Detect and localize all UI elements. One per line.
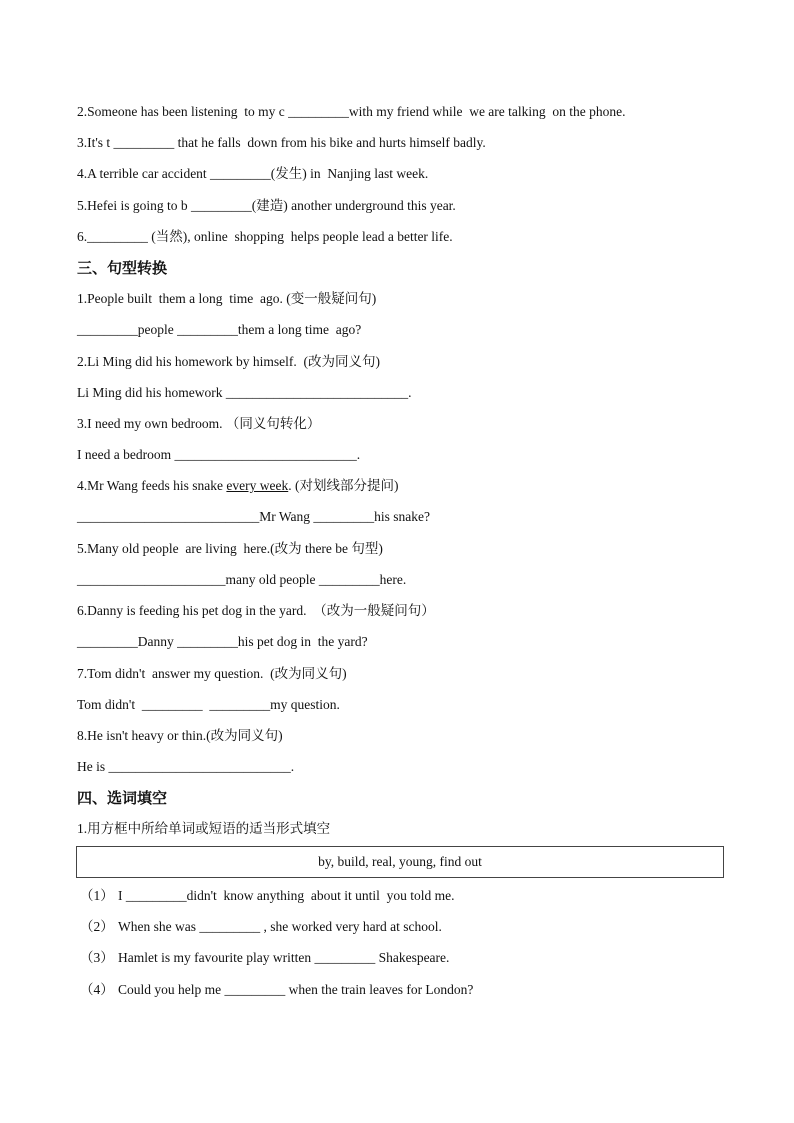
item-text: Hamlet is my favourite play written _________ Shakespeare. <box>118 950 450 965</box>
transform-question-1: 1.People built them a long time ago. (变一般疑问句) <box>77 291 377 306</box>
question-3-fill-in: 3.It's t _________ that he falls down from his bike and hurts himself badly. <box>77 135 486 150</box>
question-2-fill-in: 2.Someone has been listening to my c _________with my friend while we are talking on the phone. <box>77 104 626 119</box>
transform-answer-6: _________Danny _________his pet dog in the yard? <box>77 634 368 649</box>
transform-question-7: 7.Tom didn't answer my question. (改为同义句) <box>77 666 347 681</box>
word-fill-item-1 <box>80 886 734 906</box>
word-bank-box: by, build, real, young, find out <box>76 846 724 878</box>
word-fill-item-4 <box>80 980 734 1000</box>
transform-question-5: 5.Many old people are living here.(改为 there be 句型) <box>77 541 383 556</box>
transform-answer-3: I need a bedroom ___________________________. <box>77 447 361 462</box>
transform-question-3: 3.I need my own bedroom. （同义句转化） <box>77 416 321 431</box>
underlined-phrase: every week <box>226 478 289 493</box>
question-4-prefix: 4.Mr Wang feeds his snake <box>77 478 227 493</box>
item-text: Could you help me _________ when the train leaves for London? <box>118 982 474 997</box>
section-3-heading: 三、句型转换 <box>77 259 168 277</box>
question-5-fill-in: 5.Hefei is going to b _________(建造) another underground this year. <box>77 198 456 213</box>
section-4-instruction: 1.用方框中所给单词或短语的适当形式填空 <box>77 821 331 836</box>
item-text: When she was _________ , she worked very hard at school. <box>118 919 442 934</box>
transform-answer-1: _________people _________them a long time ago? <box>77 322 362 337</box>
item-text: I _________didn't know anything about it until you told me. <box>118 888 455 903</box>
transform-question-2: 2.Li Ming did his homework by himself. (改为同义句) <box>77 354 380 369</box>
transform-question-4 <box>77 476 734 496</box>
question-4-fill-in: 4.A terrible car accident _________(发生) in Nanjing last week. <box>77 166 429 181</box>
item-number: （1） <box>80 888 114 903</box>
item-number: （4） <box>80 982 114 997</box>
transform-answer-2: Li Ming did his homework ___________________________. <box>77 385 412 400</box>
word-fill-item-3 <box>80 948 734 968</box>
transform-question-8: 8.He isn't heavy or thin.(改为同义句) <box>77 728 283 743</box>
transform-answer-5: ______________________many old people _________here. <box>77 572 407 587</box>
word-fill-item-2 <box>80 917 734 937</box>
question-4-suffix: . (对划线部分提问) <box>288 478 399 493</box>
transform-question-6: 6.Danny is feeding his pet dog in the yard. （改为一般疑问句） <box>77 603 435 618</box>
transform-answer-8: He is ___________________________. <box>77 759 295 774</box>
item-number: （2） <box>80 919 114 934</box>
section-4-heading: 四、选词填空 <box>77 789 168 807</box>
transform-answer-7: Tom didn't _________ _________my question. <box>77 697 340 712</box>
question-6-fill-in: 6._________ (当然), online shopping helps people lead a better life. <box>77 229 453 244</box>
item-number: （3） <box>80 950 114 965</box>
transform-answer-4: ___________________________Mr Wang _________his snake? <box>77 509 431 524</box>
